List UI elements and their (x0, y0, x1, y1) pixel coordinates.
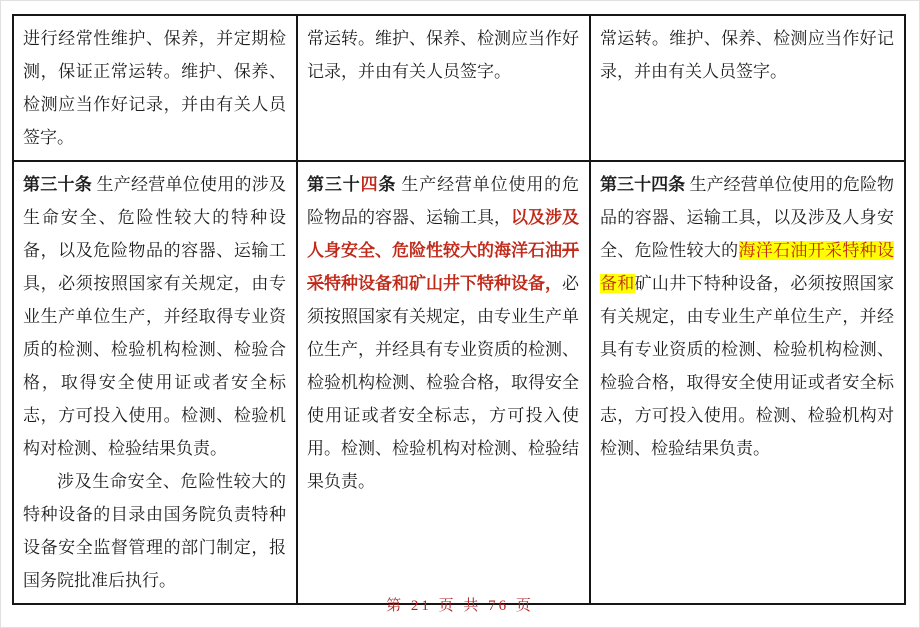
struck-text-run: 开采 (307, 241, 579, 293)
paragraph (600, 22, 894, 88)
table-cell (590, 161, 905, 604)
text-run: 涉及生命安全、危险性较大的特种设备的目录由国务院负责特种设备安全监督管理的部门制定，报国务院批准后执行。 (23, 472, 286, 590)
table-body (13, 15, 905, 604)
paragraph (307, 22, 579, 88)
paragraph (23, 465, 286, 597)
text-run: 矿山井下特种设备，必须按照国家有关规定，由专业生产单位生产，并经具有专业资质的检测、检验机构检测、检验合格，取得安全使用证或者安全标志，方可投入使用。检测、检验机构对检测、检验结果负责。 (600, 274, 894, 458)
text-run: 必须按照国家有关规定，由专业生产单位生产，并经具有专业资质的检测、检验机构检测、检验合格，取得安全使用证或者安全标志，方可投入使用。检测、检验机构对检测、检验结果负责。 (307, 274, 579, 491)
paragraph (307, 168, 579, 498)
paragraph (23, 22, 286, 154)
highlighted-text-run: 海洋石油开采特种设备和 (600, 241, 894, 293)
text-run: 四 (360, 175, 379, 194)
text-run: 第三十四条 (600, 175, 686, 194)
text-run: 生产经营单位使用的涉及生命安全、危险性较大的特种设备，以及危险物品的容器、运输工具，必须按照国家有关规定，由专业生产单位生产，并经取得专业资质的检测、检验机构检测、检验合格，取得安全使用证或者安全标志，方可投入使用。检测、检验机构对检测、检验结果负责。 (23, 175, 286, 458)
text-run: 生产经营单位使用的危险物品的容器、运输工具，以及涉及人身安全、危险性较大的 (600, 175, 895, 260)
text-run: 第三十 (307, 175, 361, 194)
paragraph (600, 168, 894, 465)
text-run: 特种设备和矿山井下特种设备， (324, 274, 562, 293)
text-run: 生产经营单位使用的危险物品的容器、运输工具， (307, 175, 580, 227)
table-row (13, 161, 905, 604)
text-run: 进行经常性维护、保养，并定期检测，保证正常运转。维护、保养、检测应当作好记录，并由有关人员签字。 (23, 29, 286, 147)
table-cell (13, 161, 297, 604)
page-number-indicator: 第 21 页 共 76 页 (386, 598, 534, 614)
text-run: 第三十条 (23, 175, 92, 194)
paragraph (23, 168, 286, 465)
table-row (13, 15, 905, 161)
text-run: 常运转。维护、保养、检测应当作好记录，并由有关人员签字。 (600, 29, 894, 81)
law-comparison-table (12, 14, 906, 605)
table-cell (13, 15, 297, 161)
text-run: 常运转。维护、保养、检测应当作好记录，并由有关人员签字。 (307, 29, 579, 81)
table-cell (590, 15, 905, 161)
text-run: 以及涉及人身安全、危险性较大的海洋石油 (307, 208, 579, 260)
table-cell (297, 15, 590, 161)
table-cell (297, 161, 590, 604)
text-run: 条 (378, 175, 397, 194)
